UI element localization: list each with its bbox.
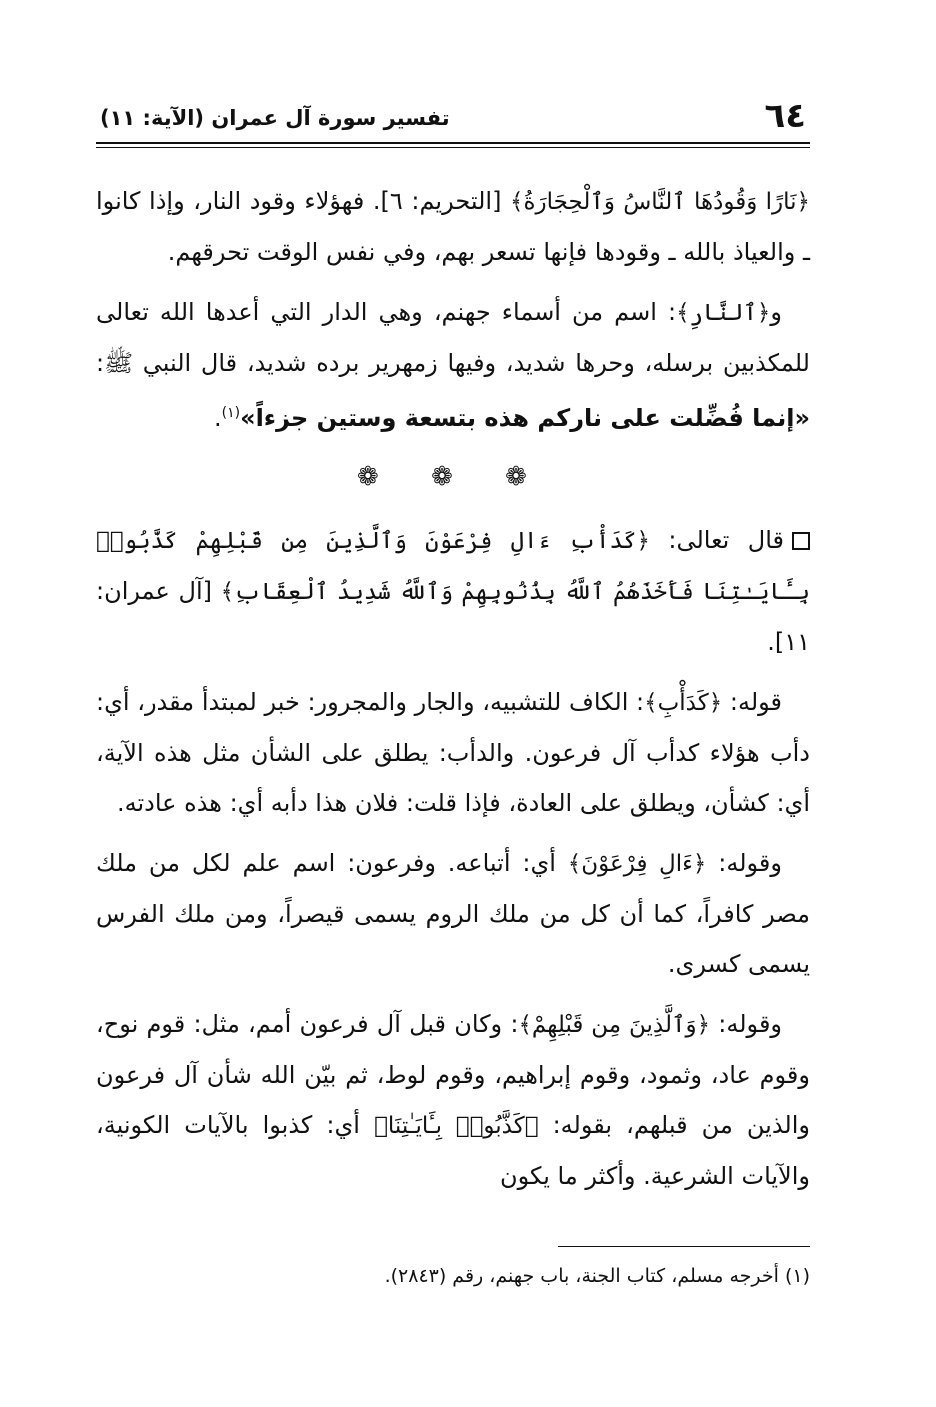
footnote-rule (558, 1246, 810, 1247)
paragraph-text-2: أي: كذبوا بالآيات الكونية، والآيات الشرعية. وأكثر ما يكون (96, 1111, 810, 1190)
paragraph-lead: وقوله: (710, 1010, 783, 1038)
page-header (96, 96, 810, 136)
paragraph-text: [التحريم: ٦]. فهؤلاء وقود النار، وإذا كانوا ـ والعياذ بالله ـ وقودها فإنها تسعر بهم، وفي نفس الوقت تحرقهم. (96, 187, 810, 266)
paragraph-text: : وكان قبل آل فرعون أمم، مثل: قوم نوح، وقوم عاد، وثمود، وقوم إبراهيم، وقوم لوط، ثم بيّن الله شأن آل فرعون والذين من قبلهم، بقوله: (96, 1010, 810, 1139)
paragraph-4 (96, 677, 810, 828)
document-page (96, 96, 810, 1336)
running-title: تفسير سورة آل عمران (الآية: ١١) (100, 106, 450, 130)
quran-quote: ﴿نَارًا وَقُودُهَا ٱلنَّاسُ وَٱلْحِجَارَةُ﴾ (510, 189, 810, 215)
header-rule (96, 142, 810, 148)
paragraph-text: : الكاف للتشبيه، والجار والمجرور: خبر لمبتدأ مقدر، أي: دأب هؤلاء كدأب آل فرعون. والدأب: يطلق على الشأن مثل هذه الآية، أي: كشأن، ويطلق على العادة، فإذا قلت: فلان هذا دأبه أي: هذه عادته. (96, 688, 810, 817)
paragraph-1 (96, 176, 810, 277)
paragraph-3 (96, 515, 810, 667)
verse-reference: [آل عمران: ١١]. (96, 577, 810, 656)
paragraph-prefix: و (770, 298, 782, 326)
quran-quote: ﴿كَدَأْبِ﴾ (644, 690, 723, 716)
square-bullet-icon (792, 532, 810, 550)
paragraph-6 (96, 999, 810, 1201)
paragraph-text: أي: أتباعه. وفرعون: اسم علم لكل من ملك مصر كافراً، كما أن كل من ملك الروم يسمى قيصراً، ومن ملك الفرس يسمى كسرى. (96, 849, 810, 978)
paragraph-5 (96, 838, 810, 989)
paragraph-text: : اسم من أسماء جهنم، وهي الدار التي أعدها الله تعالى للمكذبين برسله، وحرها شديد، وفيها زمهرير برده شديد، قال النبي ﷺ: (96, 298, 810, 377)
paragraph-lead: وقوله: (706, 849, 782, 877)
quran-quote: ﴿ءَالِ فِرْعَوْنَ﴾ (567, 851, 707, 877)
footnote-reference: (١) (221, 405, 241, 421)
paragraph-2 (96, 287, 810, 443)
footnote: (١) أخرجه مسلم، كتاب الجنة، باب جهنم، رقم (٢٨٤٣). (384, 1265, 810, 1287)
quran-quote: ﴿كَدَأْبِ ءَالِ فِرْعَوْنَ وَٱلَّذِينَ مِن قَبْلِهِمْ كَذَّبُوا۟ بِـَٔايَـٰتِنَا فَأَخَذَهُمُ ٱللَّهُ بِذُنُوبِهِمْ وَٱللَّهُ شَدِيدُ ٱلْعِقَابِ﴾ (96, 528, 810, 605)
quran-quote-2: ﴿كَذَّبُوا۟ بِـَٔايَـٰتِنَا﴾ (374, 1113, 539, 1139)
verse-lead: قال تعالى: (649, 526, 784, 554)
quran-quote: ﴿وَٱلَّذِينَ مِن قَبْلِهِمْ﴾ (518, 1012, 711, 1038)
body-text (96, 176, 810, 1201)
page-number: ٦٤ (764, 96, 806, 136)
paragraph-lead: قوله: (722, 688, 783, 716)
section-separator: ❁ ❁ ❁ (357, 462, 549, 492)
paragraph-end: . (213, 404, 222, 432)
quran-quote: ﴿ٱلنَّارِ﴾ (676, 300, 771, 326)
hadith-quote: «إنما فُضِّلت على ناركم هذه بتسعة وستين جزءاً» (240, 404, 810, 432)
